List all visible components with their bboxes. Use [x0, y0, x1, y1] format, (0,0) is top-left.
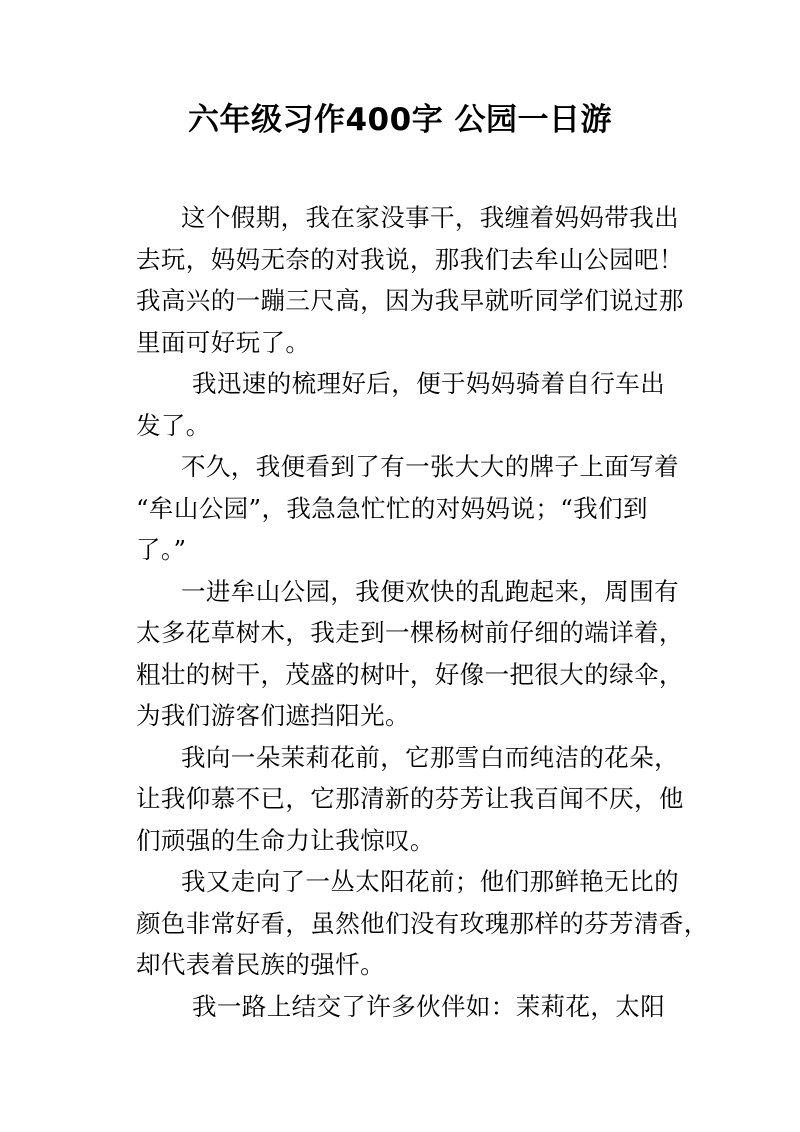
paragraph-3: [136, 446, 679, 571]
paragraph-2: [136, 363, 676, 446]
paragraph-4: [136, 571, 684, 737]
paragraph-1: [136, 197, 684, 363]
text-line: 却代表着民族的强忏。: [136, 950, 385, 979]
text-line: 粗壮的树干，茂盛的树叶，好像一把很大的绿伞，: [136, 659, 684, 689]
text-line: 我迅速的梳理好后，便于妈妈骑着自行车出: [192, 369, 666, 398]
text-line: 我高兴的一蹦三尺高，因为我早就听同学们说过那: [136, 286, 684, 315]
text-line: 里面可好玩了。: [136, 327, 311, 357]
text-line: 去玩，妈妈无奈的对我说，那我们去牟山公园吧！: [136, 244, 684, 274]
text-line: 我向一朵茉莉花前，它那雪白而纯洁的花朵，: [181, 742, 679, 772]
text-line: 让我仰慕不已，它那清新的芬芳让我百闻不厌，他: [136, 784, 684, 813]
document-body: [136, 197, 709, 1027]
paragraph-5: [136, 737, 684, 862]
text-line: 们顽强的生命力让我惊叹。: [136, 825, 435, 855]
text-line: 不久，我便看到了有一张大大的牌子上面写着: [181, 452, 679, 481]
text-line: 颜色非常好看，虽然他们没有玫瑰那样的芬芳清香，: [136, 908, 709, 938]
text-line: 我一路上结交了许多伙伴如：茉莉花，太阳: [192, 991, 666, 1021]
text-line: 发了。: [136, 410, 211, 440]
text-line: 一进牟山公园，我便欢快的乱跑起来，周围有: [181, 576, 679, 606]
text-line: 了。”: [136, 535, 187, 564]
text-line: 为我们游客们遮挡阳光。: [136, 701, 410, 730]
text-line: “牟山公园”，我急急忙忙的对妈妈说；“我们到: [136, 493, 648, 523]
paragraph-7: [136, 986, 676, 1028]
paragraph-6: [136, 861, 709, 986]
text-line: 这个假期，我在家没事干，我缠着妈妈带我出: [181, 203, 679, 232]
document-title: 六年级习作400字 公园一日游: [187, 102, 612, 138]
text-line: 我又走向了一丛太阳花前；他们那鲜艳无比的: [181, 867, 679, 896]
text-line: 太多花草树木，我走到一棵杨树前仔细的端详着，: [136, 618, 684, 647]
